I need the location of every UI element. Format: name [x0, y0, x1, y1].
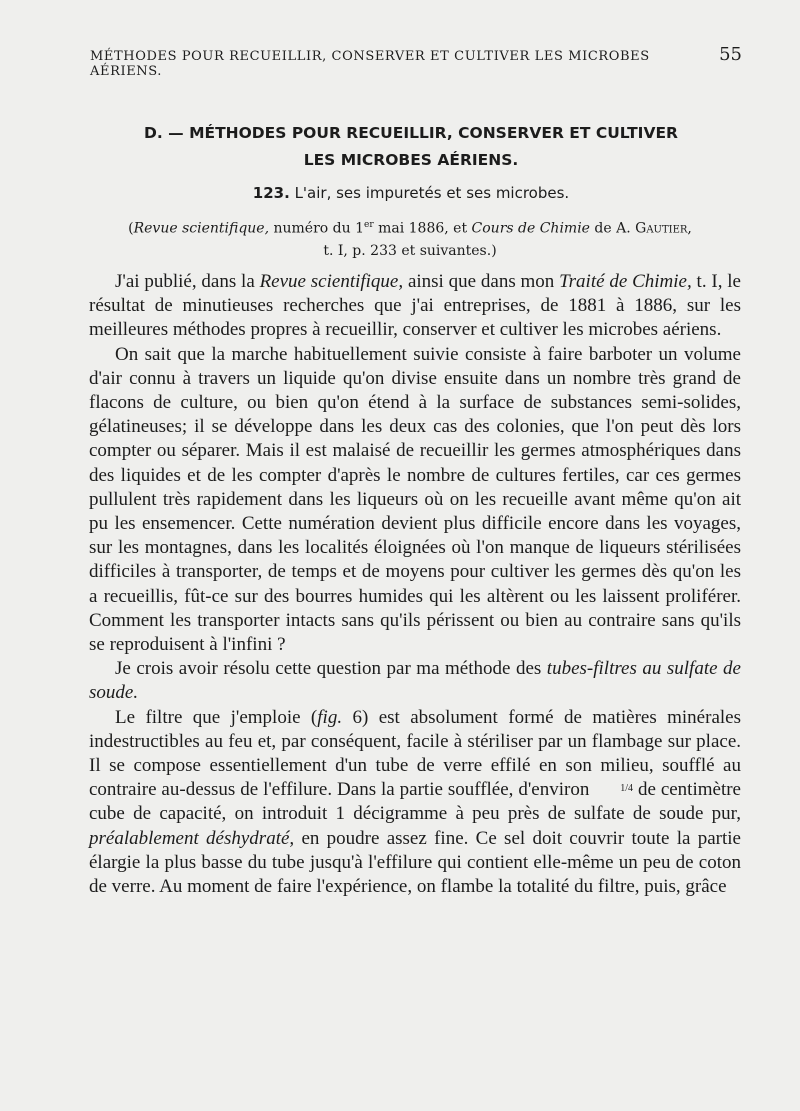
p4-text-b: 6) est absolument formé de matières minérales indestructibles au feu et, par conséquent, facile à stériliser par un flambage sur place. Il se compose essentiellement d'un tube de verre effilé en son milieu, soufflé au contraire au-dessus de l'effilure. Dans la partie soufflée, d'environ [89, 706, 741, 801]
source-text-2: mai 1886, et [373, 220, 472, 237]
running-head-title: MÉTHODES POUR RECUEILLIR, CONSERVER ET CULTIVER LES MICROBES AÉRIENS. [90, 49, 650, 79]
paragraph-1 [89, 270, 741, 343]
article-number: 123. [252, 184, 290, 202]
p1-text-e: t. I, le résultat de minutieuses recherches que j'ai entreprises, de 1881 à 1886, sur les meilleures méthodes propres à recueillir, conserver et cultiver les microbes aériens. [89, 271, 741, 341]
source-text-1: numéro du 1 [269, 220, 364, 237]
running-head [90, 44, 742, 79]
p1-text-a: J'ai publié, dans la [115, 271, 260, 292]
source-sup: er [364, 220, 374, 230]
p4-text-e: en poudre assez fine. Ce sel doit couvrir toute la partie élargie la plus basse du tube jusqu'à l'effilure qui contient elle-même un peu de coton de verre. Au moment de faire l'expérience, on flambe la totalité du filtre, puis, grâce [89, 827, 741, 898]
p3-italic: tubes-filtres au sulfate de soude. [89, 658, 741, 704]
source-text-3: de A. [589, 220, 636, 237]
paragraph-2: On sait que la marche habituellement suivie consiste à faire barboter un volume d'air connu à travers un liquide qu'on divise ensuite dans un nombre très grand de flacons de culture, ou bien qu'on étend à la surface de substances semi-solides, gélatineuses; il se développe dans les deux cas des colonies, que l'on peut dès lors compter ou séparer. Mais il est malaisé de recueillir les germes atmosphériques dans des liquides et de les compter d'après le nombre de cultures fertiles, car ces germes pullulent très rapidement dans les liqueurs où on les recueille avant même qu'on ait pu les ensemencer. Cette numération devient plus difficile encore dans les voyages, sur les montagnes, dans les localités éloignées où l'on manque de liqueurs stérilisées difficiles à transporter, de temps et de moyens pour cultiver les germes dès qu'on les a recueillis, fût-ce sur des bourres humides qui les altèrent ou les laissent proliférer. Comment les transporter intacts sans qu'ils périssent ou bien au contraire sans qu'ils se reproduisent à l'infini ? [89, 343, 741, 656]
source-book: Cours de Chimie [471, 220, 590, 237]
section-title-line-2: LES MICROBES AÉRIENS. [303, 151, 519, 169]
p4-text-c: de centimètre cube de capacité, on introduit 1 décigramme à peu près de sulfate de soude pur, [89, 779, 741, 825]
source-citation [100, 214, 720, 262]
page-number: 55 [719, 44, 742, 65]
p3-text-a: Je crois avoir résolu cette question par ma méthode des [115, 658, 547, 680]
source-journal: Revue scientifique, [133, 220, 270, 237]
body-text [89, 270, 741, 899]
paragraph-3 [89, 657, 741, 705]
paragraph-4 [89, 706, 741, 900]
p1-italic-journal: Revue scientifique, [259, 271, 404, 292]
section-title-line-1: D. — MÉTHODES POUR RECUEILLIR, CONSERVER ET CULTIVER [144, 124, 678, 142]
p1-italic-book: Traité de Chimie, [559, 271, 692, 292]
p4-fig-ref: fig. [317, 706, 343, 728]
p4-fraction: 1/4 [620, 783, 634, 795]
p4-text-a: Le filtre que j'emploie ( [115, 706, 318, 728]
article-title [88, 184, 734, 202]
source-line-2: t. I, p. 233 et suivantes.) [323, 242, 497, 259]
section-title [88, 120, 734, 174]
source-open-paren: ( [128, 220, 134, 237]
p1-text-c: ainsi que dans mon [403, 271, 560, 292]
p4-italic: préalablement déshydraté, [89, 827, 295, 849]
source-author: Gautier, [635, 220, 692, 237]
article-heading: L'air, ses impuretés et ses microbes. [294, 184, 570, 202]
